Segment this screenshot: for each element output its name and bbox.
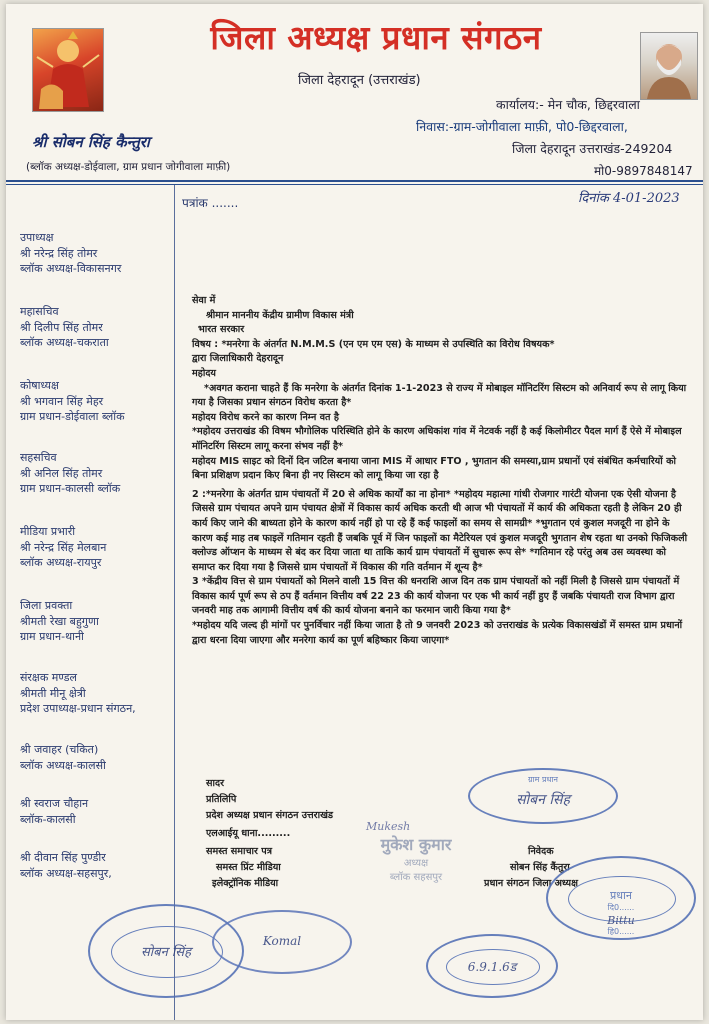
signature-bittu: Bittu	[607, 914, 635, 927]
seal-field-1: दि0......	[607, 903, 635, 912]
seal-label: प्रधान	[610, 889, 632, 902]
member-name: श्री जवाहर (चकित)	[20, 743, 99, 756]
paragraph-3: *महोदय उत्तराखंड की विषम भौगोलिक परिस्थिति होने के कारण अधिकांश गांव में नेटवर्क नहीं है कई किलोमीटर पैदल मार्ग हैं ऐसे में मोबाइल मॉनिटरिंग सिस्टम लागू करना संभव नहीं है*	[192, 426, 682, 452]
sidebar-member-2	[20, 304, 170, 351]
recipient-line: श्रीमान माननीय केंद्रीय ग्रामीण विकास मंत्री	[206, 309, 354, 321]
round-seal-bottom	[426, 934, 558, 998]
member-post: ब्लॉक-कालसी	[20, 812, 76, 826]
member-role: कोषाध्यक्ष	[20, 379, 59, 392]
paragraph-1: *अवगत कराना चाहते हैं कि मनरेगा के अंतर्गत दिनांक 1-1-2023 से राज्य में मोबाइल मॉनिटरिंग सिस्टम को अनिवार्य रूप से लागू किया गया है जिसका प्रधान संगठन विरोध करता है*	[192, 382, 687, 409]
salutation: महोदय	[192, 367, 216, 379]
member-post: प्रदेश उपाध्यक्ष-प्रधान संगठन,	[20, 702, 136, 715]
cc-liu: एलआईयू धाना.........	[206, 828, 291, 839]
seal-text: ग्राम प्रधान	[528, 775, 558, 784]
member-post: ब्लॉक अध्यक्ष-चकराता	[20, 336, 109, 349]
member-name: श्री भगवान सिंह मेहर	[20, 394, 104, 408]
member-role: संरक्षक मण्डल	[20, 671, 77, 684]
letter-body	[192, 294, 690, 648]
letter-date: दिनांक 4-01-2023	[578, 191, 680, 206]
letterhead-title: जिला अध्यक्ष प्रधान संगठन	[210, 18, 542, 57]
letter-paper	[6, 4, 703, 1020]
paragraph-4: महोदय MIS साइट को दिनों दिन जटिल बनाया जाना MIS में आधार FTO , भुगतान की समस्या,ग्राम प्रधानों एवं संबंधित कर्मचारियों को बिना प्रशिक्षण प्रदान किए बिना ही नए सिस्टम को लागू किया जा रहा है	[192, 455, 676, 482]
residence-address: निवास:-ग्राम-जोगीवाला माफ़ी, पो0-छिद्दरवाला,	[416, 119, 628, 134]
member-name: श्री दिलीप सिंह तोमर	[20, 320, 103, 334]
sadar: सादर	[206, 778, 224, 789]
cc-state-president: प्रदेश अध्यक्ष प्रधान संगठन उत्तराखंड	[206, 810, 334, 821]
via-line: द्वारा जिलाधिकारी देहरादून	[192, 353, 284, 365]
member-post: ब्लॉक अध्यक्ष-कालसी	[20, 758, 106, 772]
member-role: मीडिया प्रभारी	[20, 525, 76, 538]
nivedak-label: निवेदक	[528, 846, 554, 857]
stamp-role: अध्यक्ष	[403, 858, 429, 869]
district-line: जिला देहरादून (उत्तराखंड)	[298, 73, 421, 88]
signature-soban: सोबन सिंह	[516, 792, 570, 808]
leader-photo	[640, 32, 698, 100]
stamp-block: ब्लॉक सहसपुर	[389, 872, 443, 883]
sender-name: श्री सोबन सिंह कैन्तुरा	[32, 133, 150, 151]
sidebar-member-7	[20, 670, 170, 717]
signature-mukesh: Mukesh	[366, 820, 411, 833]
sidebar-member-8	[20, 742, 170, 773]
pratilipi: प्रतिलिपि	[206, 794, 237, 805]
sidebar-divider	[174, 185, 175, 1020]
member-post: ब्लॉक अध्यक्ष-विकासनगर	[20, 262, 122, 275]
subject-line: विषय : *मनरेगा के अंतर्गत N.M.M.S (एन एम एम एस) के माध्यम से उपस्थिति का विरोध विषयक*	[192, 338, 555, 350]
signature-bottom: 6.9.1.6ड	[467, 960, 517, 974]
member-name: श्री अनिल सिंह तोमर	[20, 466, 103, 480]
patrank-line: पत्रांक .......	[182, 196, 239, 210]
mobile-number: मो0-9897848147	[594, 164, 693, 178]
prdhan-seal-right	[546, 856, 696, 940]
sidebar-member-1	[20, 230, 170, 277]
signer-name: सोबन सिंह कैंतुरा	[510, 862, 570, 873]
member-name: श्री स्वराज चौहान	[20, 797, 89, 810]
signature-left: सोबन सिंह	[141, 945, 191, 960]
sidebar-member-9	[20, 796, 170, 827]
member-role: जिला प्रवक्ता	[20, 599, 73, 612]
member-name: श्री नरेन्द्र सिंह तोमर	[20, 246, 98, 260]
paragraph-7: *महोदय यदि जल्द ही मांगों पर पुनर्विचार नहीं किया जाता है तो 9 जनवरी 2023 को उत्तराखंड के प्रत्येक विकासखंडों में समस्त ग्राम प्रधानों द्वारा धरना दिया जाएगा और मनरेगा कार्य का पूर्ण बहिष्कार किया जाएगा*	[192, 620, 683, 646]
member-name: श्री नरेन्द्र सिंह मेलबान	[20, 540, 107, 554]
member-role: सहसचिव	[20, 451, 57, 464]
member-post: ग्राम प्रधान-थानी	[20, 630, 84, 643]
member-post: ब्लॉक अध्यक्ष-सहसपुर,	[20, 866, 112, 880]
sidebar-member-4	[20, 450, 170, 497]
member-name: श्रीमती रेखा बहुगुणा	[20, 614, 99, 628]
recipient-line-2: भारत सरकार	[198, 324, 245, 336]
header-divider	[6, 180, 703, 182]
signature-komal: Komal	[262, 934, 302, 948]
cc-print-media: समस्त प्रिंट मीडिया	[216, 862, 281, 873]
header-divider-thin	[6, 184, 703, 185]
stamp-name: मुकेश कुमार	[380, 835, 452, 854]
sidebar-member-5	[20, 524, 170, 571]
signer-role: प्रधान संगठन जिला अध्यक्ष	[484, 878, 578, 889]
block-president-stamp	[346, 820, 486, 883]
round-seal-komal	[212, 910, 352, 974]
residence-address-2: जिला देहरादून उत्तराखंड-249204	[512, 141, 673, 156]
office-address: कार्यालय:- मेन चौक, छिद्दरवाला	[496, 97, 640, 112]
member-post: ब्लॉक अध्यक्ष-रायपुर	[20, 556, 102, 569]
sidebar-member-10	[20, 850, 170, 881]
cc-electronic-media: इलेक्ट्रॉनिक मीडिया	[212, 878, 279, 889]
member-role: उपाध्यक्ष	[20, 231, 54, 244]
member-role: महासचिव	[20, 305, 59, 318]
prdhan-seal-top	[468, 768, 618, 824]
goddess-image	[32, 28, 104, 112]
sender-designation: (ब्लॉक अध्यक्ष-डोईवाला, ग्राम प्रधान जोगीवाला माफ़ी)	[26, 161, 231, 173]
member-name: श्रीमती मीनू क्षेत्री	[20, 686, 86, 700]
paragraph-5: 2 :*मनरेगा के अंतर्गत ग्राम पंचायतों में 20 से अधिक कार्यों का ना होना* *महोदय महात्मा गांधी रोजगार गारंटी योजना एक ऐसी योजना है जिससे ग्राम पंचायत अपने ग्राम पंचायत क्षेत्रों में विकास कार्य अधिक करती थी आज भी पंचायतों में कार्य की अधिकता रहती है लेकिन 20 ही कार्य किए जाने की बाध्यता होने के कारण कार्य नहीं हो पा रहे हैं कई फाइलों का समय से सामग्री* *भुगतान एवं कुशल मजदूरी ना होने के कारण कई माह तब फाइलें गतिमान रहती हैं जबकि पूर्व में जिन फाइलों का मैटेरियल एवं कुशल मजदूरी भुगतान शेष रहता था उनको फिजिकली क्लोज्ड ऑप्शन के माध्यम से बंद कर दिया जाता था ताकि कार्य ग्राम पंचायतों में सुचारू रूप से* *गतिमान रहे परंतु अब उस व्यवस्था को समाप्त कर दिया गया है जिससे ग्राम पंचायतों में विकास की गति वर्तमान में शून्य है*	[192, 488, 688, 573]
paragraph-2: महोदय विरोध करने का कारण निम्न वत है	[192, 411, 339, 423]
paragraph-6: 3 *केंद्रीय वित्त से ग्राम पंचायतों को मिलने वाली 15 वित्त की धनराशि आज दिन तक ग्राम पंचायतों को नहीं मिली है जिससे ग्राम पंचायतों में विकास कार्य पूर्ण रूप से ठप हैं वर्तमान वित्तीय वर्ष 22 23 की कार्य योजना पर एक भी कार्य नहीं हुए हैं जबकि पंचायती राज विभाग द्वारा जनवरी माह तक आगामी वित्तीय वर्ष की कार्य योजना बनाने का फरमान जारी किया गया है*	[192, 576, 680, 617]
member-post: ग्राम प्रधान-डोईवाला ब्लॉक	[20, 410, 125, 423]
member-name: श्री दीवान सिंह पुण्डीर	[20, 851, 106, 864]
seal-field-2: हि0......	[607, 927, 635, 936]
sidebar-member-3	[20, 378, 170, 425]
cc-newspapers: समस्त समाचार पत्र	[206, 846, 273, 857]
member-post: ग्राम प्रधान-कालसी ब्लॉक	[20, 482, 121, 495]
seva-line: सेवा में	[192, 295, 216, 306]
sidebar-member-6	[20, 598, 170, 645]
